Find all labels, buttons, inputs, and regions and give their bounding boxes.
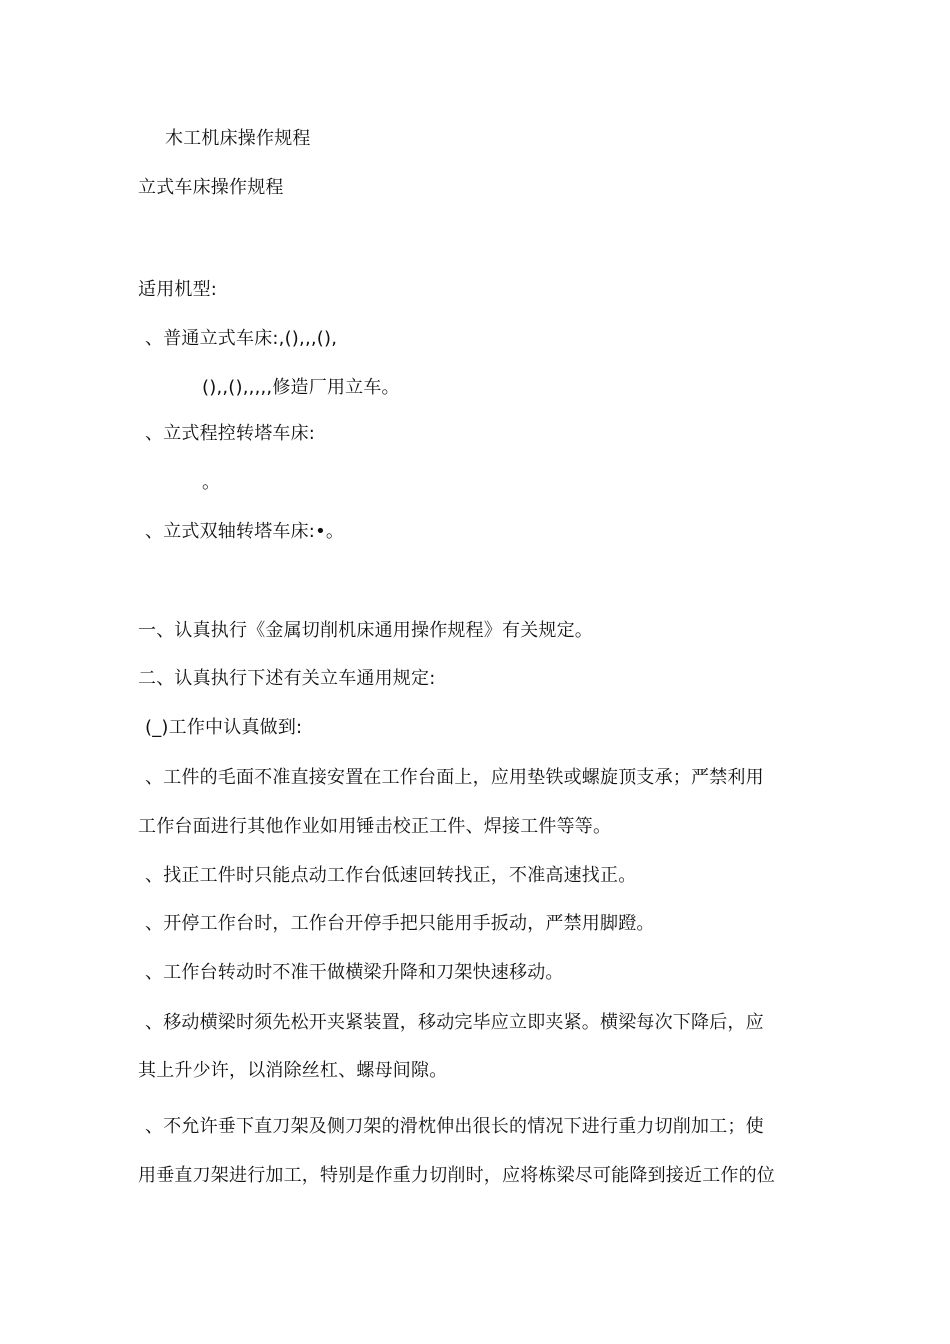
- rule-item-1-line-1: 、工件的毛面不准直接安置在工作台面上，应用垫铁或螺旋顶支承；严禁利用: [145, 767, 764, 788]
- model-line-5: 、立式双轴转塔车床:•。: [145, 521, 345, 542]
- rule-2-section-1: (_)工作中认真做到:: [145, 717, 303, 738]
- rule-item-3: 、开停工作台时，工作台开停手把只能用手扳动，严禁用脚蹬。: [145, 913, 655, 934]
- model-line-2: (),,(),,,,,修造厂用立车。: [202, 377, 400, 398]
- rule-item-1-line-2: 工作台面进行其他作业如用锤击校正工件、焊接工件等等。: [138, 816, 612, 837]
- rule-2: 二、认真执行下述有关立车通用规定:: [138, 668, 436, 689]
- rule-item-6-line-1: 、不允许垂下直刀架及侧刀架的滑枕伸出很长的情况下进行重力切削加工；使: [145, 1116, 764, 1137]
- document-title: 木工机床操作规程: [165, 128, 311, 149]
- model-line-4: 。: [202, 472, 221, 493]
- rule-item-5-line-2: 其上升少许，以消除丝杠、螺母间隙。: [138, 1060, 448, 1081]
- rule-item-4: 、工作台转动时不准干做横梁升降和刀架快速移动。: [145, 962, 564, 983]
- rule-item-5-line-1: 、移动横梁时须先松开夹紧装置，移动完毕应立即夹紧。横梁每次下降后，应: [145, 1012, 764, 1033]
- document-subtitle: 立式车床操作规程: [138, 177, 284, 198]
- model-line-1: 、普通立式车床:,(),,,(),: [145, 328, 338, 349]
- rule-item-6-line-2: 用垂直刀架进行加工，特别是作重力切削时，应将栋梁尽可能降到接近工作的位: [138, 1165, 775, 1186]
- applicable-models-heading: 适用机型:: [138, 279, 218, 300]
- model-line-3: 、立式程控转塔车床:: [145, 423, 316, 444]
- rule-item-2: 、找正工件时只能点动工作台低速回转找正，不准高速找正。: [145, 865, 637, 886]
- rule-1: 一、认真执行《金属切削机床通用操作规程》有关规定。: [138, 620, 593, 641]
